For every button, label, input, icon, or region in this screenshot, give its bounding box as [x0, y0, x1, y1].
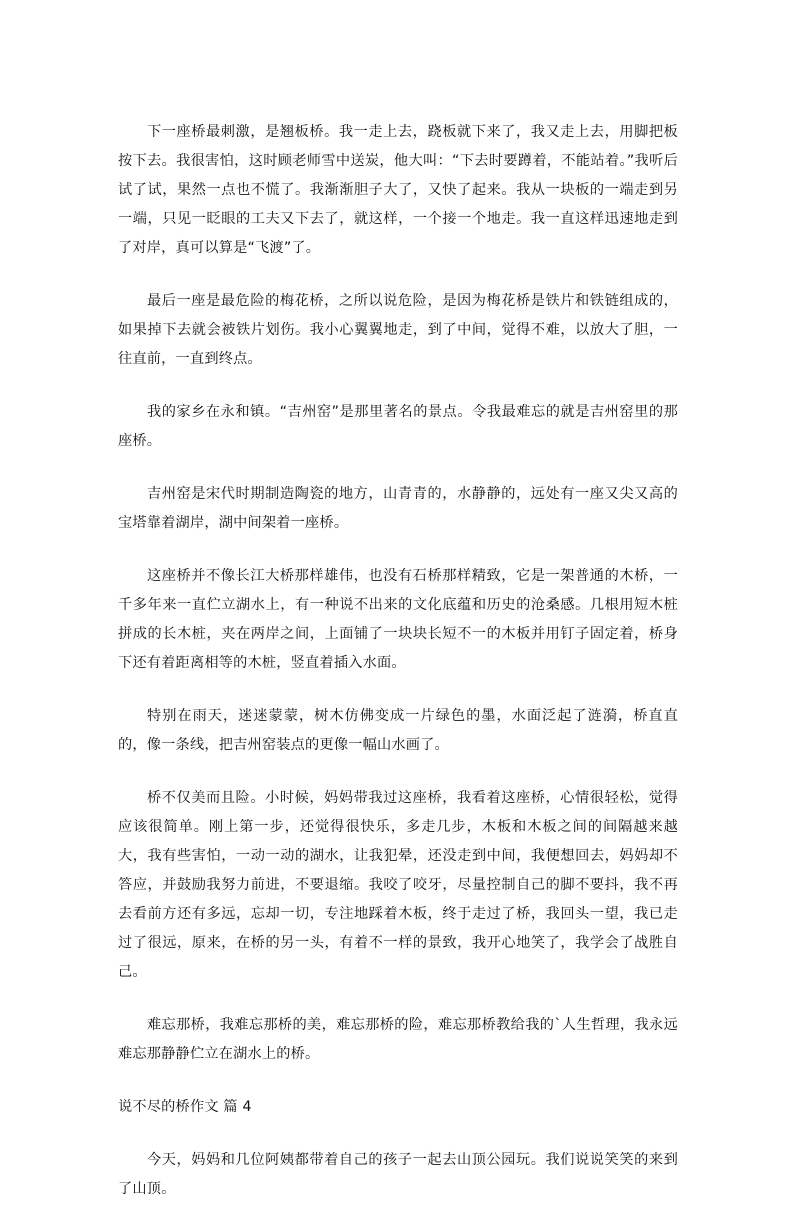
paragraph-mountain-park: 今天，妈妈和几位阿姨都带着自己的孩子一起去山顶公园玩。我们说说笑笑的来到了山顶。: [118, 1152, 678, 1197]
paragraph-plum-blossom-bridge: 最后一座是最危险的梅花桥，之所以说危险，是因为梅花桥是铁片和铁链组成的，如果掉下去就会被铁片划伤。我小心翼翼地走，到了中间，觉得不难，以放大了胆，一往直前，一直到终点。: [118, 293, 678, 367]
section-heading: 说不尽的桥作文 篇 4: [118, 1099, 252, 1115]
paragraph-unforgettable: 难忘那桥，我难忘那桥的美，难忘那桥的险，难忘那桥教给我的`人生哲理，我永远难忘那静静伫立在湖水上的桥。: [118, 1017, 678, 1062]
paragraph-crossing-bridge: 桥不仅美而且险。小时候，妈妈带我过这座桥，我看着这座桥，心情很轻松，觉得应该很简单。刚上第一步，还觉得很快乐，多走几步，木板和木板之间的间隔越来越大，我有些害怕，一动一动的湖水，让我犯晕，还没走到中间，我便想回去，妈妈却不答应，并鼓励我努力前进，不要退缩。我咬了咬牙，尽量控制自己的脚不要抖，我不再去看前方还有多远，忘却一切，专注地踩着木板，终于走过了桥，我回头一望，我已走过了很远，原来，在桥的另一头，有着不一样的景致，我开心地笑了，我学会了战胜自己。: [118, 790, 678, 980]
document-page: [118, 118, 678, 1228]
paragraph-jizhou-kiln: 吉州窑是宋代时期制造陶瓷的地方，山青青的，水静静的，远处有一座又尖又高的宝塔靠着湖岸，湖中间架着一座桥。: [118, 486, 678, 531]
paragraph-rainy-day: 特别在雨天，迷迷蒙蒙，树木仿佛变成一片绿色的墨，水面泛起了涟漪，桥直直的，像一条线，把吉州窑装点的更像一幅山水画了。: [118, 708, 678, 753]
paragraph-wooden-bridge: 这座桥并不像长江大桥那样雄伟，也没有石桥那样精致，它是一架普通的木桥，一千多年来一直伫立湖水上，有一种说不出来的文化底蕴和历史的沧桑感。几根用短木桩拼成的长木桩，夹在两岸之间，上面铺了一块块长短不一的木板并用钉子固定着，桥身下还有着距离相等的木桩，竖直着插入水面。: [118, 568, 678, 671]
paragraph-hometown: 我的家乡在永和镇。“吉州窑”是那里著名的景点。令我最难忘的就是吉州窑里的那座桥。: [118, 404, 678, 449]
paragraph-seesaw-bridge: 下一座桥最刺激，是翘板桥。我一走上去，跷板就下来了，我又走上去，用脚把板按下去。我很害怕，这时顾老师雪中送炭，他大叫：“下去时要蹲着，不能站着。”我听后试了试，果然一点也不慌了。我渐渐胆子大了，又快了起来。我从一块板的一端走到另一端，只见一眨眼的工夫又下去了，就这样，一个接一个地走。我一直这样迅速地走到了对岸，真可以算是“飞渡”了。: [118, 124, 678, 256]
